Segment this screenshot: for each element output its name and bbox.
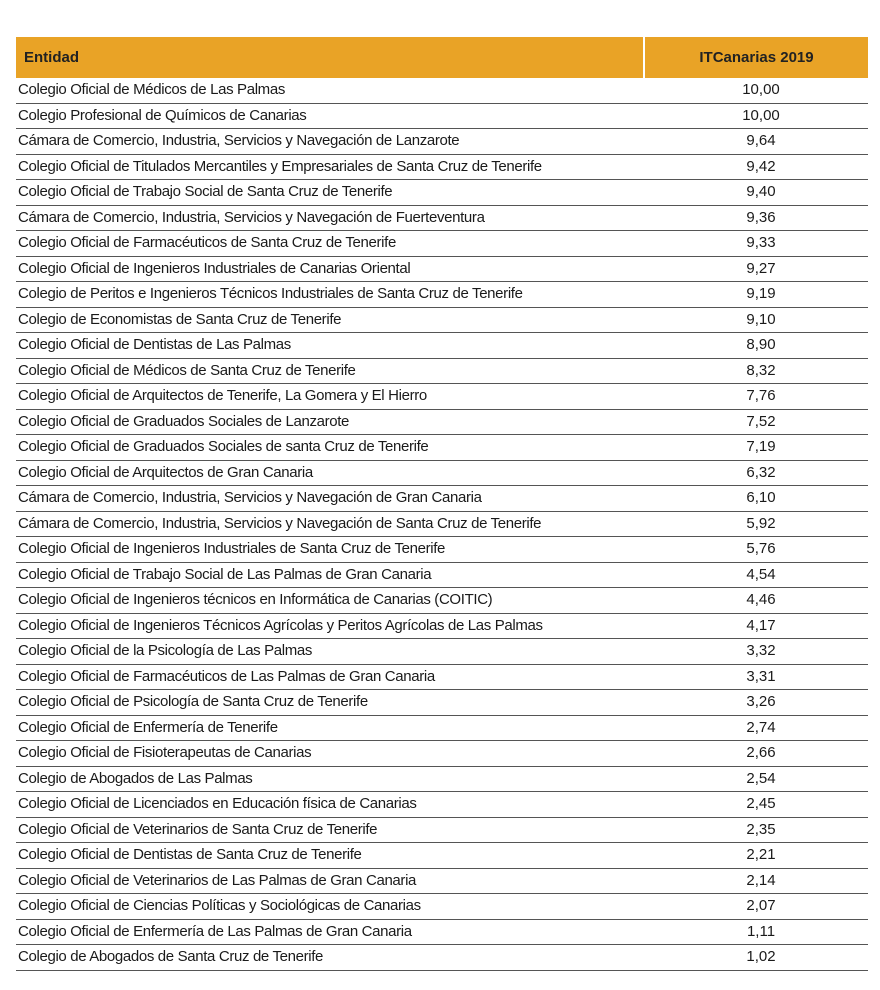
table-row [16, 256, 868, 282]
score-cell: 2,74 [644, 715, 868, 741]
entity-name-cell: Cámara de Comercio, Industria, Servicios y Navegación de Lanzarote [16, 129, 644, 155]
score-cell: 9,36 [644, 205, 868, 231]
entity-name-cell: Colegio Oficial de Veterinarios de Las Palmas de Gran Canaria [16, 868, 644, 894]
table-row [16, 868, 868, 894]
table-row [16, 154, 868, 180]
table-row [16, 741, 868, 767]
score-cell: 9,27 [644, 256, 868, 282]
entity-name-cell: Colegio Oficial de Ingenieros técnicos en Informática de Canarias (COITIC) [16, 588, 644, 614]
entity-name-cell: Colegio Oficial de Farmacéuticos de Santa Cruz de Tenerife [16, 231, 644, 257]
score-cell: 5,76 [644, 537, 868, 563]
entity-name-cell: Colegio de Abogados de Santa Cruz de Tenerife [16, 945, 644, 971]
entity-name-cell: Colegio Oficial de Veterinarios de Santa Cruz de Tenerife [16, 817, 644, 843]
table-row [16, 307, 868, 333]
table-row [16, 639, 868, 665]
table-row [16, 664, 868, 690]
score-cell: 9,19 [644, 282, 868, 308]
table-row [16, 843, 868, 869]
entity-name-cell: Colegio Oficial de Licenciados en Educación física de Canarias [16, 792, 644, 818]
entity-name-cell: Colegio Oficial de Enfermería de Tenerife [16, 715, 644, 741]
entity-name-cell: Colegio Oficial de Dentistas de Las Palmas [16, 333, 644, 359]
table-row [16, 384, 868, 410]
entity-name-cell: Colegio Oficial de Graduados Sociales de Lanzarote [16, 409, 644, 435]
entity-name-cell: Colegio Oficial de Ingenieros Industriales de Canarias Oriental [16, 256, 644, 282]
table-row [16, 358, 868, 384]
table-row [16, 333, 868, 359]
table-row [16, 282, 868, 308]
table-row [16, 231, 868, 257]
score-cell: 2,35 [644, 817, 868, 843]
entity-name-cell: Colegio Oficial de Médicos de Las Palmas [16, 78, 644, 103]
score-cell: 2,66 [644, 741, 868, 767]
table-header [16, 37, 868, 78]
entity-name-cell: Colegio Profesional de Químicos de Canarias [16, 103, 644, 129]
score-cell: 9,10 [644, 307, 868, 333]
score-cell: 3,32 [644, 639, 868, 665]
score-cell: 4,54 [644, 562, 868, 588]
table-row [16, 766, 868, 792]
entity-name-cell: Colegio Oficial de Arquitectos de Tenerife, La Gomera y El Hierro [16, 384, 644, 410]
entity-name-cell: Colegio de Peritos e Ingenieros Técnicos Industriales de Santa Cruz de Tenerife [16, 282, 644, 308]
score-cell: 9,33 [644, 231, 868, 257]
entity-name-cell: Colegio Oficial de Trabajo Social de Santa Cruz de Tenerife [16, 180, 644, 206]
entity-name-cell: Colegio Oficial de Ingenieros Técnicos Agrícolas y Peritos Agrícolas de Las Palmas [16, 613, 644, 639]
table-row [16, 945, 868, 971]
entity-name-cell: Colegio Oficial de Trabajo Social de Las Palmas de Gran Canaria [16, 562, 644, 588]
table-row [16, 409, 868, 435]
table-row [16, 690, 868, 716]
table-row [16, 919, 868, 945]
score-cell: 2,21 [644, 843, 868, 869]
score-cell: 7,76 [644, 384, 868, 410]
table-row [16, 460, 868, 486]
table-row [16, 562, 868, 588]
entity-name-cell: Colegio Oficial de Ciencias Políticas y Sociológicas de Canarias [16, 894, 644, 920]
entity-name-cell: Cámara de Comercio, Industria, Servicios y Navegación de Santa Cruz de Tenerife [16, 511, 644, 537]
table-row [16, 511, 868, 537]
score-cell: 2,45 [644, 792, 868, 818]
entity-name-cell: Colegio Oficial de Médicos de Santa Cruz de Tenerife [16, 358, 644, 384]
header-row [16, 37, 868, 78]
score-cell: 9,42 [644, 154, 868, 180]
entity-name-cell: Colegio Oficial de Arquitectos de Gran Canaria [16, 460, 644, 486]
score-cell: 10,00 [644, 78, 868, 103]
entity-name-cell: Colegio de Economistas de Santa Cruz de Tenerife [16, 307, 644, 333]
entity-name-cell: Colegio Oficial de la Psicología de Las Palmas [16, 639, 644, 665]
table-row [16, 613, 868, 639]
score-cell: 5,92 [644, 511, 868, 537]
table-row [16, 435, 868, 461]
table-row [16, 817, 868, 843]
ranking-table-container [16, 37, 868, 971]
score-cell: 8,32 [644, 358, 868, 384]
score-cell: 2,07 [644, 894, 868, 920]
ranking-table [16, 37, 868, 971]
table-body [16, 78, 868, 970]
entity-name-cell: Colegio Oficial de Ingenieros Industriales de Santa Cruz de Tenerife [16, 537, 644, 563]
table-row [16, 894, 868, 920]
entity-name-cell: Colegio Oficial de Graduados Sociales de santa Cruz de Tenerife [16, 435, 644, 461]
entity-name-cell: Colegio de Abogados de Las Palmas [16, 766, 644, 792]
entity-name-cell: Colegio Oficial de Fisioterapeutas de Canarias [16, 741, 644, 767]
score-cell: 2,54 [644, 766, 868, 792]
score-cell: 2,14 [644, 868, 868, 894]
score-cell: 9,64 [644, 129, 868, 155]
score-cell: 8,90 [644, 333, 868, 359]
score-cell: 6,32 [644, 460, 868, 486]
column-header-entity: Entidad [16, 37, 644, 78]
table-row [16, 78, 868, 103]
entity-name-cell: Cámara de Comercio, Industria, Servicios y Navegación de Gran Canaria [16, 486, 644, 512]
score-cell: 4,17 [644, 613, 868, 639]
entity-name-cell: Colegio Oficial de Farmacéuticos de Las Palmas de Gran Canaria [16, 664, 644, 690]
entity-name-cell: Cámara de Comercio, Industria, Servicios y Navegación de Fuerteventura [16, 205, 644, 231]
table-row [16, 180, 868, 206]
table-row [16, 715, 868, 741]
score-cell: 4,46 [644, 588, 868, 614]
entity-name-cell: Colegio Oficial de Enfermería de Las Palmas de Gran Canaria [16, 919, 644, 945]
entity-name-cell: Colegio Oficial de Psicología de Santa Cruz de Tenerife [16, 690, 644, 716]
score-cell: 6,10 [644, 486, 868, 512]
table-row [16, 205, 868, 231]
score-cell: 1,02 [644, 945, 868, 971]
table-row [16, 103, 868, 129]
score-cell: 1,11 [644, 919, 868, 945]
column-header-score: ITCanarias 2019 [644, 37, 868, 78]
score-cell: 7,52 [644, 409, 868, 435]
entity-name-cell: Colegio Oficial de Dentistas de Santa Cruz de Tenerife [16, 843, 644, 869]
table-row [16, 486, 868, 512]
table-row [16, 129, 868, 155]
table-row [16, 792, 868, 818]
score-cell: 9,40 [644, 180, 868, 206]
entity-name-cell: Colegio Oficial de Titulados Mercantiles y Empresariales de Santa Cruz de Tenerife [16, 154, 644, 180]
score-cell: 7,19 [644, 435, 868, 461]
score-cell: 3,31 [644, 664, 868, 690]
table-row [16, 588, 868, 614]
score-cell: 10,00 [644, 103, 868, 129]
table-row [16, 537, 868, 563]
score-cell: 3,26 [644, 690, 868, 716]
